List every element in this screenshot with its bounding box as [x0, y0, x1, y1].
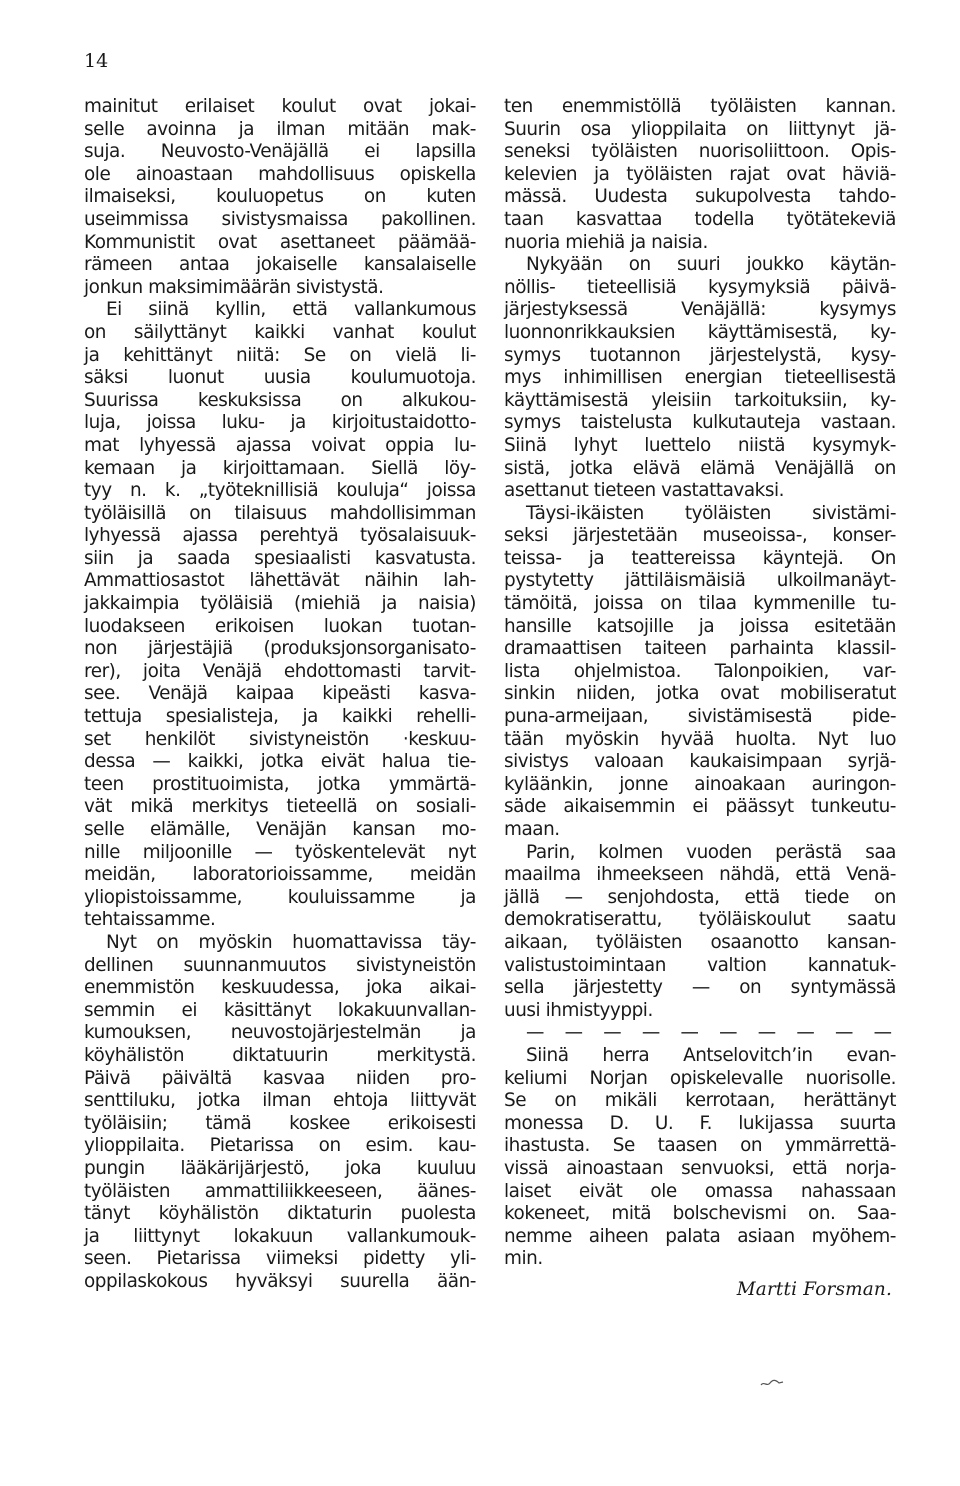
text-line: Nyt on myöskin huomattavissa täy-: [106, 931, 476, 953]
text-line: säde aikaisemmin ei päässyt tunkeutu-: [504, 796, 896, 818]
text-line: vät mikä merkitys tieteellä on sosiali-: [84, 796, 476, 818]
text-line: Parin, kolmen vuoden perästä saa: [526, 841, 896, 863]
text-line: pungin lääkärijärjestö, joka kuuluu: [84, 1157, 476, 1179]
text-line: työläisiin; tämä koskee erikoisesti: [84, 1112, 476, 1134]
text-line: Ei siinä kyllin, että vallankumous: [106, 299, 476, 321]
left-column: [84, 96, 476, 1293]
text-line: tyy n. k. „työteknillisiä kouluja“ joissa: [84, 480, 476, 502]
text-line: yliopistoissamme, kouluissamme ja: [84, 886, 476, 908]
right-column: [504, 96, 896, 1303]
text-line: mässä. Uudesta sukupolvesta tahdo-: [504, 186, 896, 208]
text-line: ten enemmistöllä työläisten kannan.: [504, 96, 896, 117]
text-line: jonkun maksimimäärän sivistystä.: [84, 276, 384, 298]
text-line: jällä — senjohdosta, että tiede on: [504, 886, 896, 908]
text-line: työläisten ammattiliikkeeseen, äänes-: [84, 1180, 476, 1202]
text-line: set henkilöt sivistyneistön ·keskuu-: [84, 728, 476, 750]
text-line: säksi luonut uusia koulumuotoja.: [84, 367, 476, 389]
text-line: kemaan ja kirjoittamaan. Siellä löy-: [84, 457, 476, 479]
text-line: ylioppilaita. Pietarissa on esim. kau-: [84, 1135, 476, 1157]
text-line: seksi järjestetään museoissa-, konser-: [504, 525, 896, 547]
text-line: luodakseen erikoisen luokan tuotan-: [84, 615, 476, 637]
text-line: ja liittynyt lokakuun vallankumouk-: [84, 1225, 476, 1247]
text-line: semmin ei käsittänyt lokakuunvallan-: [84, 999, 476, 1021]
text-line: laiset eivät ole omassa nahassaan: [504, 1180, 896, 1202]
text-line: uusi ihmistyyppi.: [504, 999, 653, 1021]
text-line: tettuja spesialisteja, ja kaikki rehelli-: [84, 706, 476, 728]
text-line: asettanut tieteen vastattavaksi.: [504, 480, 785, 502]
text-line: sivistys valoaan kaukaisimpaan syrjä-: [504, 751, 896, 773]
text-line: see. Venäjä kaipaa kipeästi kasva-: [84, 683, 476, 705]
text-line: dramaattisen taiteen parhainta klassil-: [504, 638, 896, 660]
text-line: kokeneet, mitä bolschevismi on. Saa-: [504, 1203, 896, 1225]
text-line: valistustoimintaan valtion kannatuk-: [504, 954, 896, 976]
text-line: ole ainoastaan mahdollisuus opiskella: [84, 163, 476, 185]
text-line: on säilyttänyt kaikki vanhat koulut: [84, 321, 476, 343]
text-line: oppilaskokous hyväksyi suurella ään-: [84, 1270, 476, 1292]
text-line: käyttämisestä yleisiin tarkoituksiin, ky-: [504, 389, 896, 411]
text-line: tehtaissamme.: [84, 909, 216, 931]
text-line: ilmaiseksi, kouluopetus on kuten: [84, 186, 476, 208]
text-line: keliumi Norjan opiskelevalle nuorisolle.: [504, 1067, 896, 1089]
text-line: hansille katsojille ja joissa esitetään: [504, 615, 896, 637]
text-line: rer), joita Venäjä ehdottomasti tarvit-: [84, 660, 476, 682]
text-line: kyläänkin, jonne ainoakaan auringon-: [504, 773, 896, 795]
text-line: nille miljoonille — työskentelevät nyt: [84, 841, 476, 863]
text-line: tään myöskin hyvää huolta. Nyt luo: [504, 728, 896, 750]
text-line: Ammattiosastot lähettävät näihin lah-: [84, 570, 476, 592]
text-line: non järjestäjiä (produksjonsorganisato-: [84, 638, 476, 660]
text-line: seen. Pietarissa viimeksi pidetty yli-: [84, 1248, 476, 1270]
text-line: pystytetty jättiläismäisiä ulkoilmanäyt-: [504, 570, 896, 592]
author-signature: Martti Forsman.: [736, 1278, 892, 1300]
text-line: meidän, laboratorioissamme, meidän: [84, 864, 476, 886]
text-line: ihastusta. Se taasen on ymmärrettä-: [504, 1135, 896, 1157]
text-line: taan kasvattaa todella työtätekeviä: [504, 208, 896, 230]
text-line: useimmissa sivistysmaissa pakollinen.: [84, 208, 476, 230]
text-line: demokratiserattu, työläiskoulut saatu: [504, 909, 896, 931]
text-line: rämeen antaa jokaiselle kansalaiselle: [84, 254, 476, 276]
text-line: maailma ihmeekseen nähdä, että Venä-: [504, 864, 896, 886]
text-line: tänyt köyhälistön diktaturin puolesta: [84, 1203, 476, 1225]
text-line: Suurissa keskuksissa on alkukou-: [84, 389, 476, 411]
text-line: luja, joissa luku- ja kirjoitustaidotto-: [84, 412, 476, 434]
text-line: Suurin osa ylioppilaita on liittynyt jä-: [504, 118, 896, 140]
text-line: Siinä herra Antselovitch’in evan-: [526, 1044, 896, 1066]
text-line: symys tuotannon järjestelystä, kysy-: [504, 344, 896, 366]
text-line: Se on mikäli kerrotaan, herättänyt: [504, 1090, 896, 1112]
text-line: Täysi-ikäisten työläisten sivistämi-: [526, 502, 896, 524]
text-line: nuoria miehiä ja naisia.: [504, 231, 708, 253]
text-line: Kommunistit ovat asettaneet päämää-: [84, 231, 476, 253]
text-line: kumouksen, neuvostojärjestelmän ja: [84, 1022, 476, 1044]
text-line: sinkin niiden, jotka ovat mobiliseratut: [504, 683, 896, 705]
text-line: työläisillä on tilaisuus mahdollisimman: [84, 502, 476, 524]
text-line: aikaan, työläisten osaanotto kansan-: [504, 931, 896, 953]
text-line: siin ja saada spesiaalisti kasvatusta.: [84, 547, 476, 569]
text-line: sella järjestetty — on syntymässä: [504, 977, 896, 999]
text-line: Päivä päivältä kasvaa niiden pro-: [84, 1067, 476, 1089]
text-line: puna-armeijaan, sivistämisestä pide-: [504, 706, 896, 728]
text-line: teen prostituoimista, jotka ymmärtä-: [84, 773, 476, 795]
section-separator: — — — — — — — — — —: [526, 1022, 892, 1044]
text-line: jakkaimpia työläisiä (miehiä ja naisia): [84, 593, 476, 615]
text-line: järjestyksessä Venäjällä: kysymys: [504, 299, 896, 321]
text-line: lista ohjelmistoa. Talonpoikien, var-: [504, 660, 896, 682]
text-line: dessa — kaikki, jotka eivät halua tie-: [84, 751, 476, 773]
text-line: selle elämälle, Venäjän kansan mo-: [84, 819, 476, 840]
text-line: suja. Neuvosto-Venäjällä ei lapsilla: [84, 141, 476, 163]
printer-mark-icon: [760, 1378, 784, 1388]
text-line: selle avoinna ja ilman mitään mak-: [84, 118, 476, 140]
text-line: vissä ainoastaan senvuoksi, että norja-: [504, 1157, 896, 1179]
text-line: nöllis- tieteellisiä kysymyksiä päivä-: [504, 276, 896, 298]
text-line: teissa- ja teattereissa käyntejä. On: [504, 547, 896, 569]
text-line: mat lyhyessä ajassa voivat oppia lu-: [84, 434, 476, 456]
text-line: dellinen suunnanmuutos sivistyneistön: [84, 954, 476, 976]
text-line: mys inhimillisen energian tieteellisestä: [504, 367, 896, 389]
text-line: köyhälistön diktatuurin merkitystä.: [84, 1044, 476, 1066]
text-line: Siinä lyhyt luettelo niistä kysymyk-: [504, 434, 896, 456]
text-line: maan.: [504, 819, 560, 840]
text-line: lyhyessä ajassa perehtyä työsalaisuuk-: [84, 525, 476, 547]
text-line: kelevien ja työläisten rajat ovat häviä-: [504, 163, 896, 185]
page-number: 14: [84, 50, 109, 72]
text-line: seneksi työläisten nuorisoliittoon. Opis-: [504, 141, 896, 163]
text-line: ja kehittänyt niitä: Se on vielä li-: [84, 344, 476, 366]
text-line: monessa D. U. F. lukijassa suurta: [504, 1112, 896, 1134]
text-line: senttiluku, jotka ilman ehtoja liittyvät: [84, 1090, 476, 1112]
text-line: enemmistön keskuudessa, joka aikai-: [84, 977, 476, 999]
text-line: tämöitä, joissa on tilaa kymmenille tu-: [504, 593, 896, 615]
text-line: luonnonrikkauksien käyttämisestä, ky-: [504, 321, 896, 343]
text-line: min.: [504, 1248, 543, 1270]
text-line: Nykyään on suuri joukko käytän-: [526, 254, 896, 276]
text-line: symys taistelusta kulkutauteja vastaan.: [504, 412, 896, 434]
text-line: nemme aiheen palata asiaan myöhem-: [504, 1225, 896, 1247]
text-line: sistä, jotka elävä elämä Venäjällä on: [504, 457, 896, 479]
text-line: mainitut erilaiset koulut ovat jokai-: [84, 96, 476, 117]
